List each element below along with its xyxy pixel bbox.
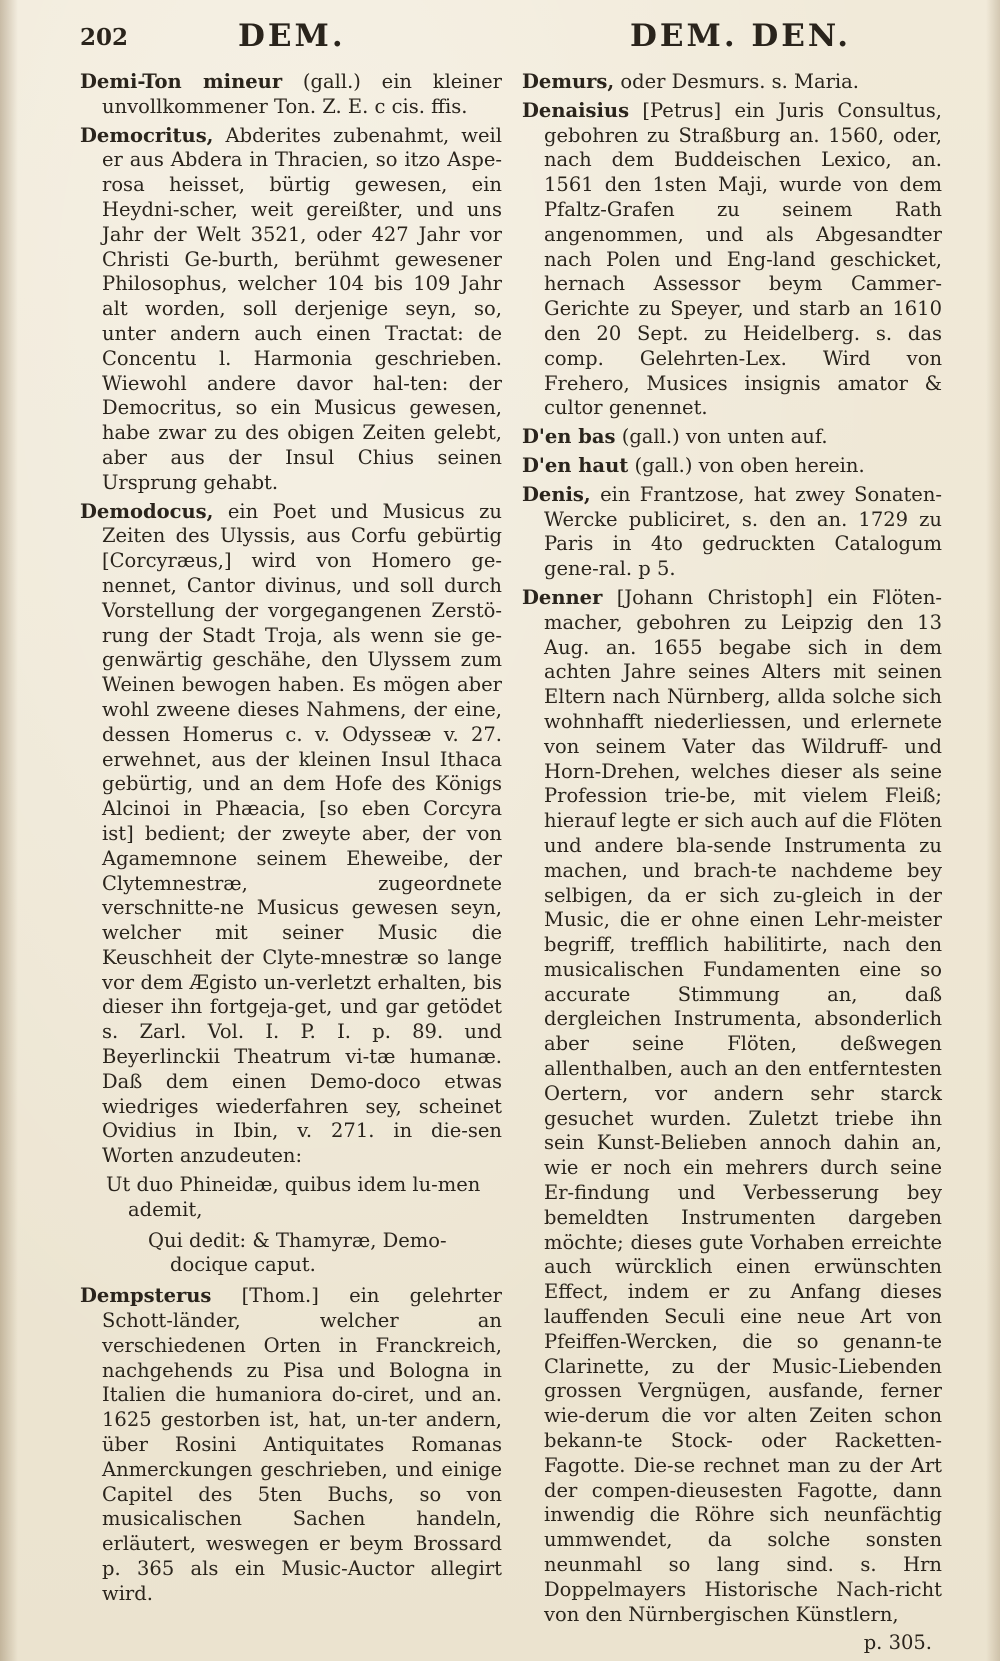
dictionary-entry <box>522 483 942 582</box>
left-column <box>80 70 502 1611</box>
dictionary-entry <box>80 124 502 496</box>
running-head-left: DEM. <box>238 18 346 54</box>
entry-term: D'en haut <box>522 453 629 477</box>
dictionary-entry <box>80 500 502 1170</box>
entry-text: [Petrus] ein Juris Consultus, gebohren zu Straßburg an. 1560, oder, nach dem Buddeischen Lexico, an. 1561 den 1sten Maji, wurde von dem Pfaltz-Grafen zu seinem Rath angenommen, und als Abgesandter nach Polen und Eng-land geschicket, hernach Assessor beym Cammer-Gerichte zu Speyer, und starb an 1610 den 20 Sept. zu Heidelberg. s. das comp. Gelehrten-Lex. Wird von Frehero, Musices insignis amator & cultor genennet. <box>544 98 943 420</box>
entry-text: Abderites zubenahmt, weil er aus Abdera in Thracien, so itzo Aspe-rosa heisset, bürtig gewesen, ein Heydni-scher, weit gereißter, und uns Jahr der Welt 3521, oder 427 Jahr vor Christi Ge-burth, berühmt gewesener Philosophus, welcher 104 bis 109 Jahr alt worden, soll derjenige seyn, so, unter andern auch einen Tractat: de Concentu l. Harmonia geschrieben. Wiewohl andere davor hal-ten: der Democritus, so ein Musicus gewesen, habe zwar zu des obigen Zeiten gelebt, aber aus der Insul Chius seinen Ursprung gehabt. <box>102 123 502 494</box>
entry-text: ein Poet und Musicus zu Zeiten des Ulyssis, aus Corfu gebürtig [Corcyræus,] wird von Homero ge-nennet, Cantor divinus, und soll durch Vorstellung der vorgegangenen Zerstö-rung der Stadt Troja, als wenn sie ge-genwärtig geschähe, den Ulyssem zum Weinen bewogen haben. Es mögen aber wohl zweene dieses Nahmens, der eine, dessen Homerus c. v. Odysseæ v. 27. erwehnet, aus der kleinen Insul Ithaca gebürtig, und an dem Hofe des Königs Alcinoi in Phæacia, [so eben Corcyra ist] bedient; der zweyte aber, der von Agamemnone seinem Eheweibe, der Clytemnestræ, zugeordnete verschnitte-ne Musicus gewesen seyn, welcher mit seiner Music die Keuschheit der Clyte-mnestræ so lange vor dem Ægisto un-verletzt erhalten, bis dieser ihn fortgeja-get, und gar getödet s. Zarl. Vol. I. P. I. p. 89. und Beyerlinckii Theatrum vi-tæ humanæ. Daß dem einen Demo-doco etwas wiedriges wiederfahren sey, scheinet Ovidius in Ibin, v. 271. in die-sen Worten anzudeuten: <box>102 499 502 1168</box>
catchword: p. 305. <box>863 1631 932 1655</box>
verse-quote-line: Qui dedit: & Thamyræ, Demo-docique caput. <box>148 1228 447 1277</box>
entry-term: Demurs, <box>522 70 615 93</box>
entry-term: D'en bas <box>522 425 616 449</box>
entry-text: (gall.) von unten auf. <box>621 425 828 449</box>
dictionary-entry <box>522 99 942 421</box>
entry-term: Demi-Ton mineur <box>80 70 283 93</box>
page-number: 202 <box>80 24 129 51</box>
dictionary-entry <box>522 70 942 95</box>
entry-term: Dempsterus <box>80 1284 212 1308</box>
entry-term: Denis, <box>522 482 591 506</box>
entry-term: Denner <box>522 585 603 609</box>
verse-quote-line: Ut duo Phineidæ, quibus idem lu-men ademit, <box>106 1173 481 1221</box>
entry-term: Demodocus, <box>80 499 214 523</box>
entry-term: Democritus, <box>80 123 214 147</box>
dictionary-entry <box>522 586 942 1627</box>
running-head-right: DEM. DEN. <box>630 18 852 54</box>
right-column <box>522 70 942 1656</box>
entry-text: [Johann Christoph] ein Flöten-macher, gebohren zu Leipzig den 13 Aug. an. 1655 begabe sich in dem achten Jahre seines Alters mit seinen Eltern nach Nürnberg, allda solche sich wohnhafft niederliessen, und erlernete von seinem Vater das Wildruff- und Horn-Drehen, welches dieser als seine Profession trie-be, mit vielem Fleiß; hierauf legte er sich auch auf die Flöten und andere bla-sende Instrumenta zu machen, und brach-te nachdeme bey selbigen, da er sich zu-gleich in der Music, die er ohne einen Lehr-meister begriff, trefflich habilitirte, nach den musicalischen Fundamenten eine so accurate Stimmung an, daß dergleichen Instrumenta, absonderlich aber seine Flöten, deßwegen allenthalben, auch an den entferntesten Oertern, vor andern sehr starck gesuchet wurden. Zuletzt triebe ihn sein Kunst-Belieben annoch dahin an, wie er noch ein mehrers durch seine Er-findung und Verbesserung bey bemeldten Instrumenten dargeben möchte; dieses gute Vorhaben erreichte auch würcklich einen erwünschten Effect, indem er zu Anfang dieses lauffenden Seculi eine neue Art von Pfeiffen-Wercken, die so genann-te Clarinette, zu der Music-Liebenden grossen Vergnügen, ausfande, ferner wie-derum die vor alten Zeiten schon bekann-te Stock- oder Racketten-Fagotte. Die-se rechnet man zu der Art der compen-dieusesten Fagotte, dann inwendig die Röhre sich neunfächtig ummwendet, da solche sonsten neunmahl so lang sind. s. Hrn Doppelmayers Historische Nach-richt von den Nürnbergischen Künstlern, <box>544 585 942 1626</box>
dictionary-entry <box>80 1284 502 1606</box>
entry-term: Denaisius <box>522 98 630 122</box>
entry-text: (gall.) von oben herein. <box>634 453 865 477</box>
entry-text: [Thom.] ein gelehrter Schott-länder, welcher an verschiedenen Orten in Franckreich, nachgehends zu Pisa und Bologna in Italien die humaniora do-ciret, und an. 1625 gestorben ist, hat, un-ter andern, über Rosini Antiquitates Romanas Anmerckungen geschrieben, und einige Capitel des 5ten Buchs, so von musicalischen Sachen handeln, erläutert, weswegen er beym Brossard p. 365 als ein Music-Auctor allegirt wird. <box>102 1284 503 1605</box>
dictionary-entry <box>80 70 502 120</box>
entry-text: (gall.) ein kleiner unvollkommener Ton. Z. E. c cis. ffis. <box>102 70 503 118</box>
entry-text: ein Frantzose, hat zwey Sonaten-Wercke publiciret, s. den an. 1729 zu Paris in 4to gedruckten Catalogum gene-ral. p 5. <box>544 482 942 581</box>
dictionary-entry <box>522 425 942 450</box>
entry-text: oder Desmurs. s. Maria. <box>620 70 859 93</box>
dictionary-entry <box>522 454 942 479</box>
